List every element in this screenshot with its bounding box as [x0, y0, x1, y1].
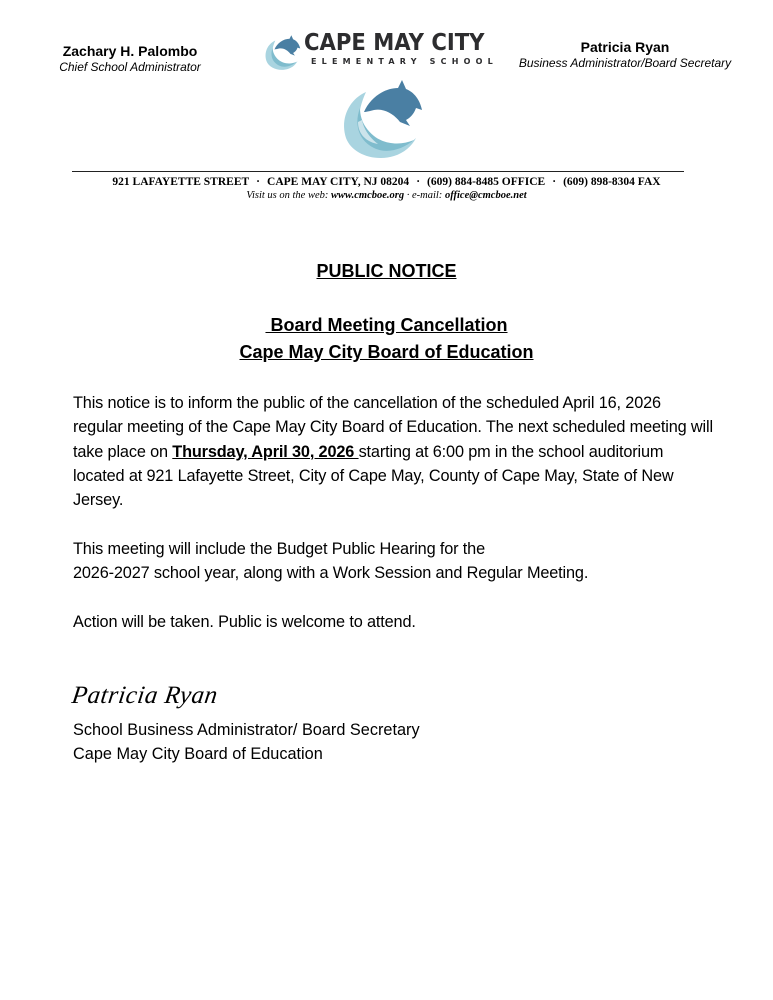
- notice-paragraph-2: [73, 537, 713, 586]
- letterhead-divider: [72, 171, 684, 172]
- email-label: e-mail:: [411, 190, 443, 201]
- school-logo: [262, 30, 498, 75]
- web-url-link[interactable]: www.cmcboe.org: [331, 190, 405, 201]
- superintendent-title: Chief School Administrator: [59, 60, 201, 74]
- logo-sub-text: ELEMENTARY SCHOOL: [311, 57, 498, 66]
- email-link[interactable]: office@cmcboe.net: [444, 190, 527, 201]
- paragraph-1-text: This notice is to inform the public of the cancellation of the scheduled April 16, 2026 regular meeting of the Cape May City Board of Education. The next scheduled meeting will take place on: [73, 394, 713, 461]
- dolphin-logo-icon: [336, 78, 426, 162]
- fax-number: (609) 898-8304 FAX: [563, 176, 661, 188]
- meeting-date: Thursday, April 30, 2026: [172, 442, 359, 461]
- signer-title: School Business Administrator/ Board Secretary: [73, 721, 420, 739]
- office-phone: (609) 884-8485 OFFICE: [427, 176, 546, 188]
- notice-title: PUBLIC NOTICE: [316, 261, 457, 281]
- address-line: 921 LAFAYETTE STREET · CAPE MAY CITY, NJ 08204 · (609) 884-8485 OFFICE · (609) 898-8304 FAX: [112, 176, 661, 188]
- notice-subtitle: [0, 312, 773, 366]
- dolphin-wave-icon: [262, 33, 302, 73]
- logo-main-text: CAPE MAY CITY: [304, 30, 485, 56]
- signer-organization: Cape May City Board of Education: [73, 745, 323, 763]
- paragraph-1-text-cont: starting at 6:00 pm in the school auditorium located at 921 Lafayette Street, City of Cape May, County of Cape May, State of New Jersey.: [73, 442, 674, 510]
- superintendent-name: Zachary H. Palombo: [62, 43, 198, 59]
- subtitle-board: Cape May City Board of Education: [239, 342, 534, 362]
- subtitle-cancellation: Board Meeting Cancellation: [265, 315, 508, 335]
- signature: Patricia Ryan: [70, 682, 220, 709]
- superintendent-header: [0, 43, 260, 75]
- paragraph-2-line-1: This meeting will include the Budget Public Hearing for the: [73, 540, 485, 558]
- business-admin-title: Business Administrator/Board Secretary: [518, 56, 732, 70]
- street-address: 921 LAFAYETTE STREET: [112, 176, 250, 188]
- notice-paragraph-3: Action will be taken. Public is welcome to attend.: [73, 613, 416, 631]
- notice-paragraph-1: [73, 391, 713, 512]
- paragraph-2-line-2: 2026-2027 school year, along with a Work Session and Regular Meeting.: [73, 564, 589, 583]
- web-label: Visit us on the web:: [246, 190, 329, 201]
- business-admin-header: [505, 39, 745, 71]
- web-contact-line: Visit us on the web: www.cmcboe.org · e-mail: office@cmcboe.net: [246, 190, 527, 201]
- business-admin-name: Patricia Ryan: [580, 39, 670, 55]
- city-state-zip: CAPE MAY CITY, NJ 08204: [267, 176, 410, 188]
